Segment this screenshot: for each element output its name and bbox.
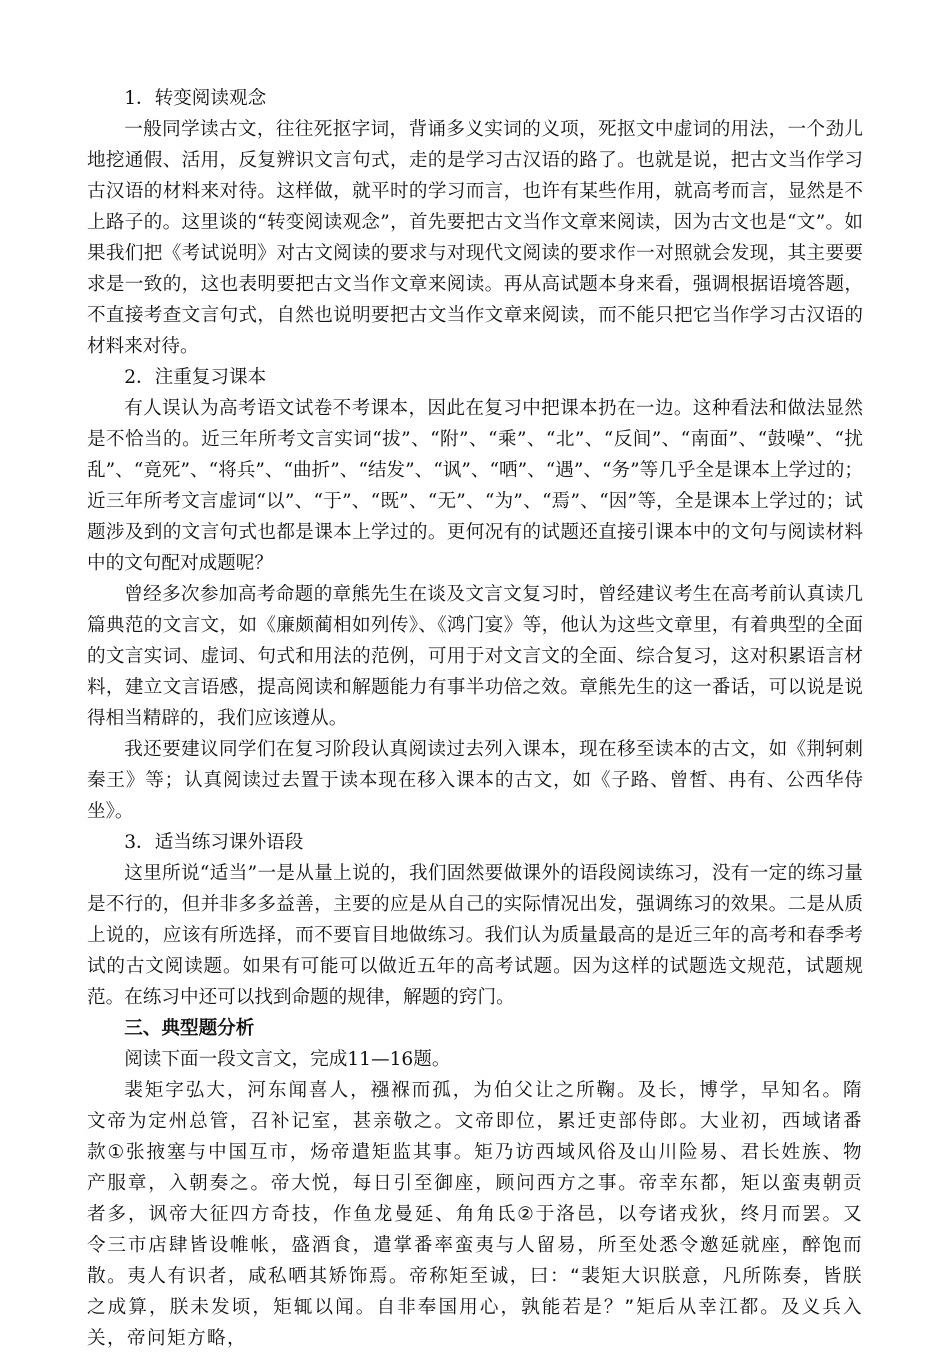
section-heading: 3．适当练习课外语段 <box>124 832 304 853</box>
paragraph: 曾经多次参加高考命题的章熊先生在谈及文言文复习时，曾经建议考生在高考前认真读几篇典范的文言文，如《廉颇蔺相如列传》、《鸿门宴》等，他认为这些文章里，有着典型的全面的文言实词、虚词、句式和用法的范例，可用于对文言文的全面、综合复习，这对积累语言材料，建立文言语感，提高阅读和解题能力有事半功倍之效。章熊先生的这一番话，可以说是说得相当精辟的，我们应该遵从。 <box>87 584 863 729</box>
paragraph: 这里所说“适当”一是从量上说的，我们固然要做课外的语段阅读练习，没有一定的练习量是不行的，但并非多多益善，主要的应是从自己的实际情况出发，强调练习的效果。二是从质上说的，应该有所选择，而不要盲目地做练习。我们认为质量最高的是近三年的高考和春季考试的古文阅读题。如果有可能可以做近五年的高考试题。因为这样的试题选文规范，试题规范。在练习中还可以找到命题的规律，解题的窍门。 <box>87 863 863 1008</box>
paragraph: 有人误认为高考语文试卷不考课本，因此在复习中把课本扔在一边。这种看法和做法显然是不恰当的。近三年所考文言实词“拔”、“附”、“乘”、“北”、“反间”、“南面”、“鼓噪”、“扰乱”、“竟死”、“将兵”、“曲折”、“结发”、“讽”、“哂”、“遇”、“务”等几乎全是课本上学过的；近三年所考文言虚词“以”、“于”、“既”、“无”、“为”、“焉”、“因”等，全是课本上学过的；试题涉及到的文言句式也都是课本上学过的。更何况有的试题还直接引课本中的文句与阅读材料中的文句配对成题呢？ <box>87 398 863 574</box>
paragraph: 我还要建议同学们在复习阶段认真阅读过去列入课本，现在移至读本的古文，如《荆轲刺秦王》等；认真阅读过去置于读本现在移入课本的古文，如《子路、曾皙、冉有、公西华侍坐》。 <box>87 739 863 822</box>
section-heading: 2．注重复习课本 <box>124 367 267 388</box>
classical-passage: 裴矩字弘大，河东闻喜人，襁褓而孤，为伯父让之所鞠。及长，博学，早知名。隋文帝为定州总管，召补记室，甚亲敬之。文帝即位，累迁吏部侍郎。大业初，西域诸番款①张掖塞与中国互市，炀帝遣矩监其事。矩乃访西域风俗及山川险易、君长姓族、物产服章，入朝奏之。帝大悦，每日引至御座，顾问西方之事。帝幸东都，矩以蛮夷朝贡者多，讽帝大征四方奇技，作鱼龙曼延、角角氐②于洛邑，以夸诸戎狄，终月而罢。又令三市店肆皆设帷帐，盛酒食，遣掌番率蛮夷与人留易，所至处悉令邀延就座，醉饱而散。夷人有识者，咸私哂其矫饰焉。帝称矩至诚，曰：“裴矩大识朕意，凡所陈奏，皆朕之成算，朕未发顷，矩辄以闻。自非奉国用心，孰能若是？”矩后从幸江都。及义兵入关，帝问矩方略， <box>87 1080 863 1349</box>
paragraph: 一般同学读古文，往往死抠字词，背诵多义实词的义项，死抠文中虚词的用法，一个劲儿地挖通假、活用，反复辨识文言句式，走的是学习古汉语的路了。也就是说，把古文当作学习古汉语的材料来对待。这样做，就平时的学习而言，也许有某些作用，就高考而言，显然是不上路子的。这里谈的“转变阅读观念”，首先要把古文当作文章来阅读，因为古文也是“文”。如果我们把《考试说明》对古文阅读的要求与对现代文阅读的要求作一对照就会发现，其主要要求是一致的，这也表明要把古文当作文章来阅读。再从高试题本身来看，强调根据语境答题，不直接考查文言句式，自然也说明要把古文当作文章来阅读，而不能只把它当作学习古汉语的材料来对待。 <box>87 119 863 357</box>
instruction-text: 阅读下面一段文言文，完成11—16题。 <box>124 1049 451 1070</box>
document-page <box>87 83 863 1354</box>
main-heading: 三、典型题分析 <box>124 1018 255 1039</box>
section-heading: 1．转变阅读观念 <box>124 88 267 109</box>
